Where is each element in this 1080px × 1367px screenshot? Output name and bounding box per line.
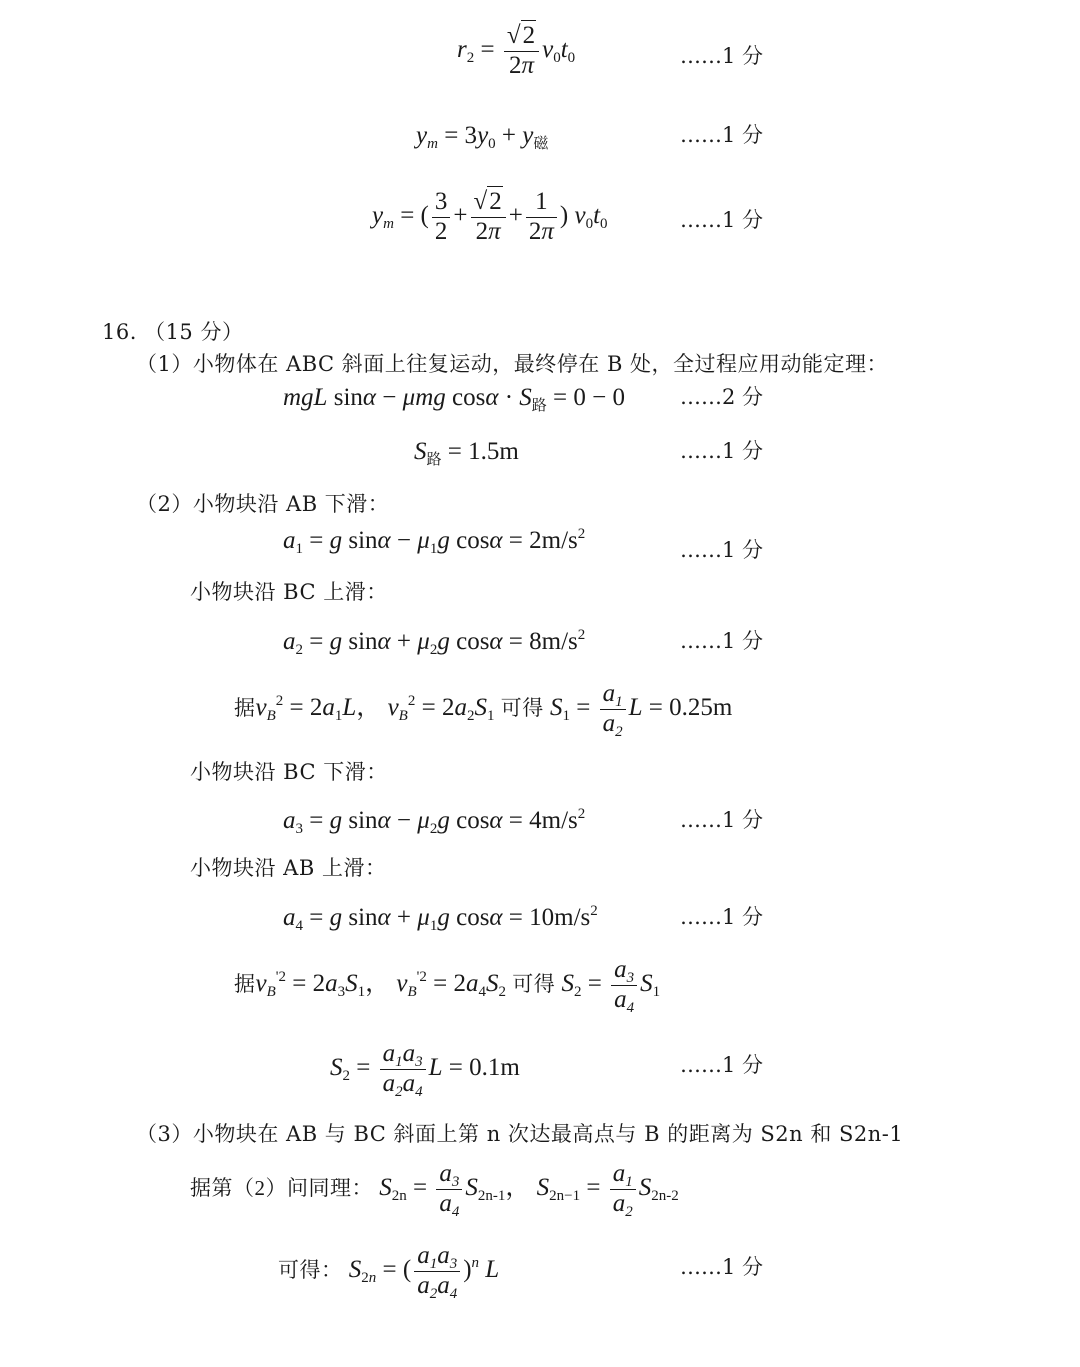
q16-part2-intro: （2）小物块沿 AB 下滑： (136, 492, 390, 516)
eq-s-lu: $S_路 = 1.5m$ (414, 438, 519, 468)
score-a1: ……1 分 (680, 538, 764, 562)
eq-a2: $a_2 = g$ $\sin\alpha + \mu_2g$ $\cos\alpha = 8m/s^2$ (283, 627, 586, 658)
score-a3: ……1 分 (680, 808, 764, 832)
score-a2: ……1 分 (680, 629, 764, 653)
q16-part1-intro: （1）小物体在 ABC 斜面上往复运动，最终停在 B 处，全过程应用动能定理： (136, 352, 889, 376)
score-ym-sum: ……1 分 (680, 123, 764, 147)
q16-ab-up-label: 小物块沿 AB 上滑： (190, 856, 387, 880)
eq-a1: $a_1 = g$ $\sin\alpha - \mu_1g$ $\cos\alpha = 2m/s^2$ (283, 526, 586, 557)
value-a2: 8m/s (529, 628, 578, 655)
q16-bc-up-label: 小物块沿 BC 上滑： (190, 580, 388, 604)
score-s-lu: ……1 分 (680, 439, 764, 463)
value-s-lu: 1.5m (468, 438, 519, 465)
eq-s2n: 可得： $S_{2n}$ = ( $\frac{a_1a_3}{a_2a_4}$ )$^n$ L (278, 1242, 500, 1302)
value-s2: 0.1m (469, 1053, 520, 1081)
eq-recursion: 据第（2）问同理： $S_{2n}$ = $\frac{a_3}{a_4}$ $S_{2n-1}$， $S_{2n-1}$ = $\frac{a_1}{a_2}$ $S_{2n-2}$ (190, 1160, 679, 1220)
q16-heading: 16. （15 分） (102, 320, 244, 344)
eq-a4: $a_4 = g$ $\sin\alpha + \mu_1g$ $\cos\alpha = 10m/s^2$ (283, 903, 598, 934)
q16-part3-intro: （3）小物块在 AB 与 BC 斜面上第 n 次达最高点与 B 的距离为 S2n 和 S2n-1 (136, 1122, 904, 1146)
eq-ym-result: $y_m$ = ( $\frac{3}{2}$ + $\frac{√2}{2\pi}$ + $\frac{1}{2\pi}$ ) $v_0t_0$ (372, 188, 608, 245)
score-r2: ……1 分 (680, 44, 764, 68)
eq-s1: 据$v_B^2 = 2a_1L$， $v_B^2 = 2a_2S_1$ 可得 $S_1$ = $\frac{a_1}{a_2}$ L = 0.25m (234, 680, 733, 740)
score-s2: ……1 分 (680, 1053, 764, 1077)
score-ym-result: ……1 分 (680, 208, 764, 232)
score-energy-theorem: ……2 分 (680, 385, 764, 409)
score-s2n: ……1 分 (680, 1255, 764, 1279)
score-a4: ……1 分 (680, 905, 764, 929)
eq-s2-relation: 据$v_B^{'2} = 2a_3S_1$， $v_B^{'2} = 2a_4S_2$ 可得 $S_2$ = $\frac{a_3}{a_4}$ $S_1$ (234, 956, 661, 1016)
value-a4: 10m/s (529, 904, 591, 931)
eq-ym-sum: $y_m = 3y_0 + y_磁$ (416, 122, 549, 152)
eq-s2: $S_2$ = $\frac{a_1a_3}{a_2a_4}$ L = 0.1m (330, 1040, 520, 1100)
value-s1: 0.25m (669, 693, 733, 721)
eq-energy-theorem: mgL sinα − μmg $\cos\alpha \cdot S_路 = 0 - 0$ (283, 384, 625, 414)
eq-a3: $a_3 = g$ $\sin\alpha - \mu_2g$ $\cos\alpha = 4m/s^2$ (283, 806, 586, 837)
value-a3: 4m/s (529, 807, 578, 834)
value-a1: 2m/s (529, 527, 578, 554)
q16-bc-down-label: 小物块沿 BC 下滑： (190, 760, 388, 784)
eq-r2: $r_2$ = $\frac{√2}{2\pi}$ $v_0t_0$ (457, 22, 576, 79)
